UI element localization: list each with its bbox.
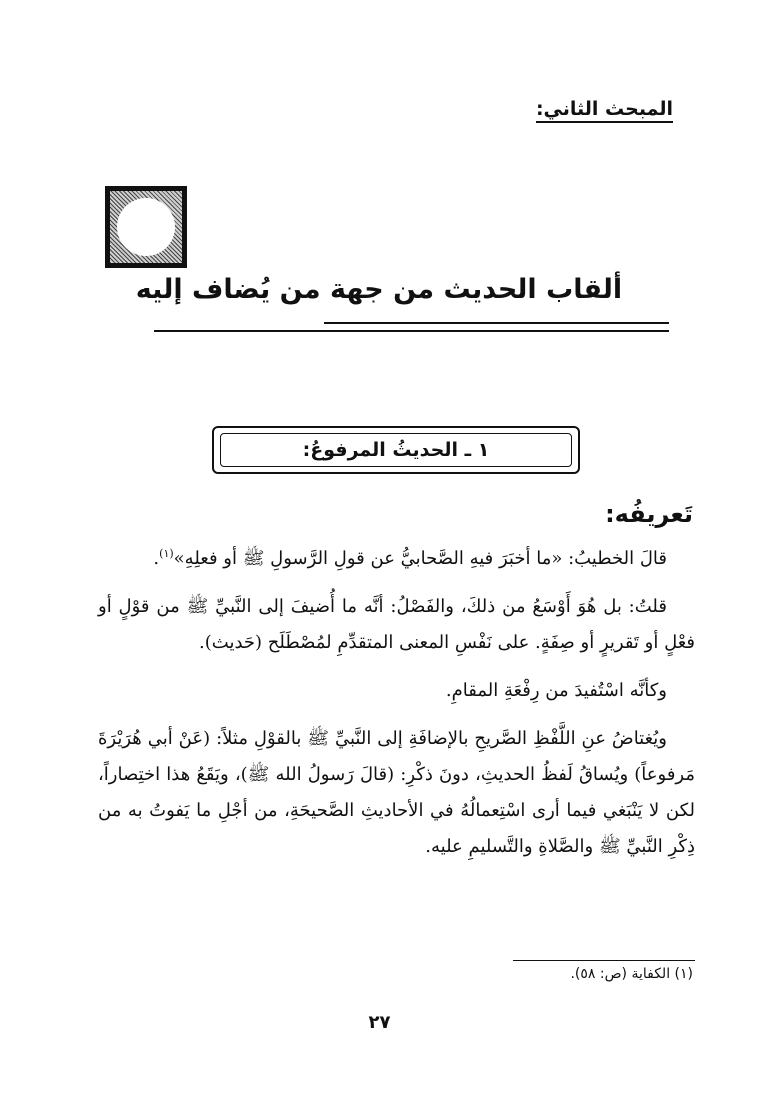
paragraph-quote xyxy=(98,541,695,577)
paragraph-usage: ويُغتاضُ عنِ اللَّفْظِ الصَّريحِ بالإضافَةِ إلى النَّبيِّ ﷺ بالقوْلِ مثلاً: (عَنْ أبي هُرَيْرَةَ مَرفوعاً) ويُساقُ لَفظُ الحديثِ، دونَ ذكْرِ: (قالَ رَسولُ الله ﷺ)، ويَقَعُ هذا اختِصاراً، لكن لا يَنْبَغي فيما أرى اسْتِعمالُهُ في الأحاديثِ الصَّحيحَةِ، من أجْلِ ما يَفوتُ به من ذِكْرِ النَّبيِّ ﷺ والصَّلاةِ والتَّسليمِ عليه. xyxy=(98,728,695,857)
title-rule-top xyxy=(324,322,669,324)
title-rule-bottom xyxy=(154,330,669,332)
paragraph-comment: قلتُ: بل هُوَ أَوْسَعُ من ذلكَ، والفَصْلُ: أنَّه ما أُضيفَ إلى النَّبيِّ ﷺ من قوْلٍ أو فعْلٍ أو تَقريرٍ أو صِفَةٍ. على نَفْسِ المعنى المتقدِّمِ لمُصْطَلَح (حَديث). xyxy=(98,596,695,653)
ornament-circle xyxy=(117,198,175,256)
section-label: المبحث الثاني: xyxy=(536,98,673,123)
body-text xyxy=(98,541,695,877)
paragraph-note: وكأنَّه اسْتُفيدَ من رِفْعَةِ المقامِ. xyxy=(445,680,667,701)
definition-subheading: تَعريفُه: xyxy=(605,500,693,528)
chapter-title: ألقاب الحديث من جهة من يُضاف إليه xyxy=(135,274,623,305)
section-heading: ١ ـ الحديثُ المرفوعُ: xyxy=(220,433,572,467)
footnote-rule xyxy=(513,960,695,961)
footnote-marker: (١) xyxy=(159,547,174,560)
page-number: ٢٧ xyxy=(368,1012,391,1033)
quote-end: . xyxy=(153,548,160,569)
section-heading-box xyxy=(212,426,580,474)
chapter-ornament xyxy=(105,186,187,268)
paragraph-quote-text: قالَ الخطيبُ: «ما أخبَرَ فيهِ الصَّحابيُّ عن قولِ الرَّسولِ ﷺ أو فعلِهِ» xyxy=(173,548,667,569)
footnote: (١) الكفاية (ص: ٥٨). xyxy=(570,966,693,982)
